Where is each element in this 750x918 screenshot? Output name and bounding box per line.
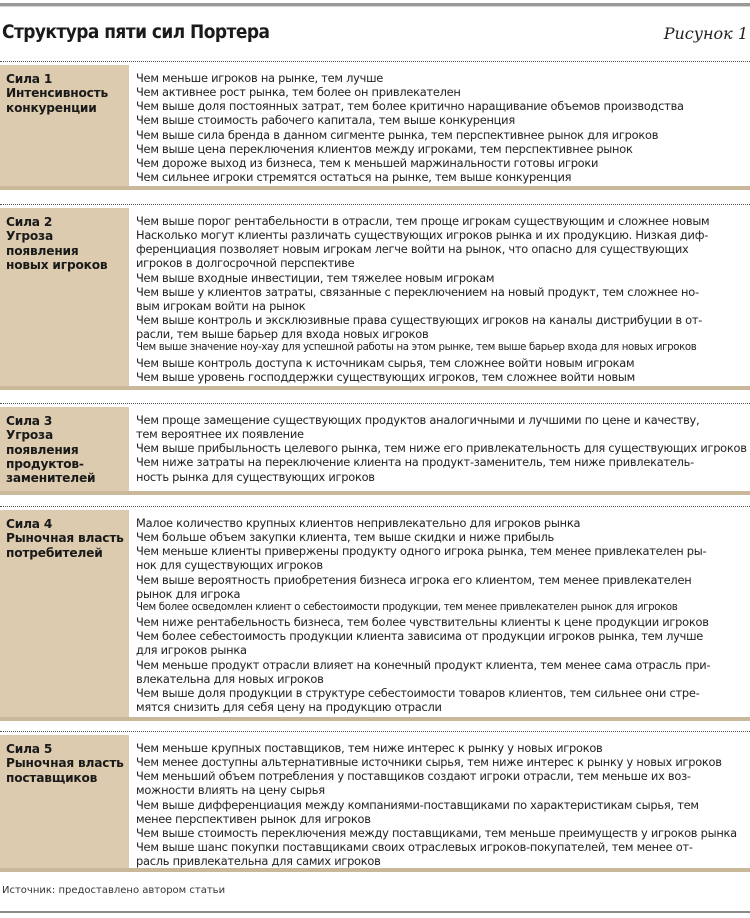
- description-line: мятся снизить для себя цену на продукцию отрасли: [136, 700, 442, 715]
- description-line: Чем выше цена переключения клиентов между игроками, тем перспективнее рынок: [136, 141, 633, 156]
- description-line: Чем выше доля продукции в структуре себестоимости товаров клиентов, тем сильнее они стре-: [136, 685, 700, 700]
- description-line: Чем выше контроль доступа к источникам сырья, тем сложнее войти новым игрокам: [136, 355, 635, 370]
- description-line: Чем ниже рентабельность бизнеса, тем более чувствительны клиенты к цене продукции игроков: [136, 615, 709, 630]
- force-number: Сила 4: [6, 517, 53, 531]
- description-line: Чем выше доля постоянных затрат, тем более критично наращивание объемов производства: [136, 99, 684, 114]
- description-line: Чем проще замещение существующих продуктов аналогичными и лучшими по цене и качеству,: [136, 413, 700, 427]
- force-label: [0, 65, 129, 186]
- description-line: Малое количество крупных клиентов непривлекательно для игроков рынка: [136, 516, 581, 530]
- description-line: Чем ниже затраты на переключение клиента на продукт-заменитель, тем ниже привлекатель-: [136, 455, 694, 470]
- description-line: Чем выше дифференциация между компаниями-поставщиками по характеристикам сырья, тем: [136, 797, 699, 812]
- force-description: [129, 65, 750, 186]
- force-title-line: появления: [6, 243, 79, 258]
- figure-label: Рисунок 1: [663, 24, 748, 43]
- force-number: Сила 1: [6, 72, 53, 86]
- description-line: Чем выше контроль и эксклюзивные права существующих игроков на каналы дистрибуции в от-: [136, 313, 703, 328]
- section-bottom-bar: [0, 717, 750, 721]
- description-line: Чем больше объем закупки клиента, тем выше скидки и ниже прибыль: [136, 530, 555, 545]
- description-line: Чем меньший объем потребления у поставщиков создают игроки отрасли, тем меньше их воз-: [136, 769, 691, 784]
- description-line: игроков в долгосрочной перспективе: [136, 256, 355, 271]
- section-bottom-bar: [0, 491, 750, 495]
- force-label: [0, 407, 129, 491]
- force-title-line: поставщиков: [6, 770, 98, 785]
- description-line: Чем выше у клиентов затраты, связанные с переключением на новый продукт, тем сложнее но-: [136, 284, 699, 299]
- force-label: [0, 208, 129, 386]
- description-line: Чем выше шанс покупки поставщиками своих отраслевых игроков-покупателей, тем менее от-: [136, 840, 693, 855]
- description-line: расли, тем выше барьер для входа новых игроков: [136, 327, 429, 342]
- description-line: Чем меньше продукт отрасли влияет на конечный продукт клиента, тем менее сама отрасль при-: [136, 657, 711, 672]
- description-line: Чем выше порог рентабельности в отрасли, тем проще игрокам существующим и сложнее новым: [136, 214, 710, 228]
- description-line: Чем выше стоимость переключения между поставщиками, тем меньше преимуществ у игроков рынка: [136, 825, 737, 840]
- force-title-line: продуктов-: [6, 456, 84, 471]
- description-line: Чем более осведомлен клиент о себестоимости продукции, тем менее привлекателен рынок для игроков: [136, 601, 678, 613]
- force-description: [129, 407, 750, 491]
- description-line: Чем выше значение ноу-хау для успешной работы на этом рынке, тем выше барьер входа для новых игроков: [136, 342, 697, 354]
- dotted-divider: [0, 61, 750, 62]
- force-title-line: Интенсивность: [6, 86, 109, 101]
- description-line: Чем дороже выход из бизнеса, тем к меньшей маржинальности готовы игроки: [136, 155, 599, 170]
- description-line: влекательна для новых игроков: [136, 671, 324, 686]
- description-line: Чем выше уровень господдержки существующих игроков, тем сложнее войти новым: [136, 369, 636, 384]
- force-label: [0, 510, 129, 717]
- section-bottom-bar: [0, 868, 750, 872]
- section-bottom-bar: [0, 386, 750, 390]
- description-line: менее перспективен рынок для игроков: [136, 811, 371, 826]
- dotted-divider: [0, 731, 750, 732]
- force-title-line: Рыночная власть: [6, 531, 124, 546]
- bottom-rule: [0, 911, 750, 913]
- description-line: Чем более себестоимость продукции клиента зависима от продукции игроков рынка, тем лучше: [136, 629, 704, 644]
- description-line: Чем меньше игроков на рынке, тем лучше: [136, 71, 384, 85]
- description-line: ность рынка для существующих игроков: [136, 469, 375, 484]
- dotted-divider: [0, 204, 750, 205]
- description-line: расль привлекательна для самих игроков: [136, 854, 381, 869]
- force-title-line: Рыночная власть: [6, 756, 124, 771]
- force-number: Сила 3: [6, 414, 53, 428]
- description-line: Чем выше стоимость рабочего капитала, тем выше конкуренция: [136, 113, 515, 128]
- description-line: рынок для игрока: [136, 586, 241, 601]
- description-line: Чем активнее рост рынка, тем более он привлекателен: [136, 85, 461, 100]
- force-label: [0, 735, 129, 872]
- description-line: вым игрокам войти на рынок: [136, 298, 306, 313]
- description-line: Чем сильнее игроки стремятся остаться на рынке, тем выше конкуренция: [136, 170, 572, 185]
- description-line: нок для существующих игроков: [136, 558, 323, 573]
- description-line: Чем меньше крупных поставщиков, тем ниже интерес к рынку у новых игроков: [136, 741, 603, 755]
- source-note: Источник: предоставлено автором статьи: [2, 885, 226, 896]
- description-line: Чем менее доступны альтернативные источники сырья, тем ниже интерес к рынку у новых игроков: [136, 755, 722, 770]
- description-line: Чем выше прибыльность целевого рынка, тем ниже его привлекательность для существующих игроков: [136, 441, 747, 456]
- description-line: ференциация позволяет новым игрокам легче войти на рынок, что опасно для существующих: [136, 242, 689, 257]
- description-line: Насколько могут клиенты различать существующих игроков рынка и их продукцию. Низкая диф-: [136, 228, 709, 243]
- description-line: тем вероятнее их появление: [136, 427, 304, 442]
- force-number: Сила 5: [6, 742, 53, 756]
- description-line: можности влиять на цену сырья: [136, 783, 325, 798]
- figure-header: [0, 22, 750, 52]
- top-rule: [0, 3, 750, 7]
- dotted-divider: [0, 403, 750, 404]
- description-line: Чем меньше клиенты привержены продукту одного игрока рынка, тем менее привлекателен ры-: [136, 544, 707, 559]
- description-line: Чем выше сила бренда в данном сигменте рынка, тем перспективнее рынок для игроков: [136, 127, 659, 142]
- force-title-line: заменителей: [6, 471, 96, 486]
- page-title: Структура пяти сил Портера: [2, 22, 270, 43]
- force-description: [129, 208, 750, 386]
- force-description: [129, 735, 750, 872]
- force-title-line: Угроза: [6, 428, 53, 443]
- dotted-divider: [0, 506, 750, 507]
- force-title-line: новых игроков: [6, 257, 108, 272]
- description-line: Чем выше вероятность приобретения бизнеса игрока его клиентом, тем менее привлекателен: [136, 572, 692, 587]
- description-line: Чем выше входные инвестиции, тем тяжелее новым игрокам: [136, 270, 495, 285]
- force-title-line: конкуренции: [6, 100, 97, 115]
- description-line: для игроков рынка: [136, 643, 247, 658]
- force-description: [129, 510, 750, 717]
- force-title-line: появления: [6, 442, 79, 457]
- force-number: Сила 2: [6, 215, 53, 229]
- force-title-line: потребителей: [6, 545, 103, 560]
- force-title-line: Угроза: [6, 229, 53, 244]
- section-bottom-bar: [0, 186, 750, 190]
